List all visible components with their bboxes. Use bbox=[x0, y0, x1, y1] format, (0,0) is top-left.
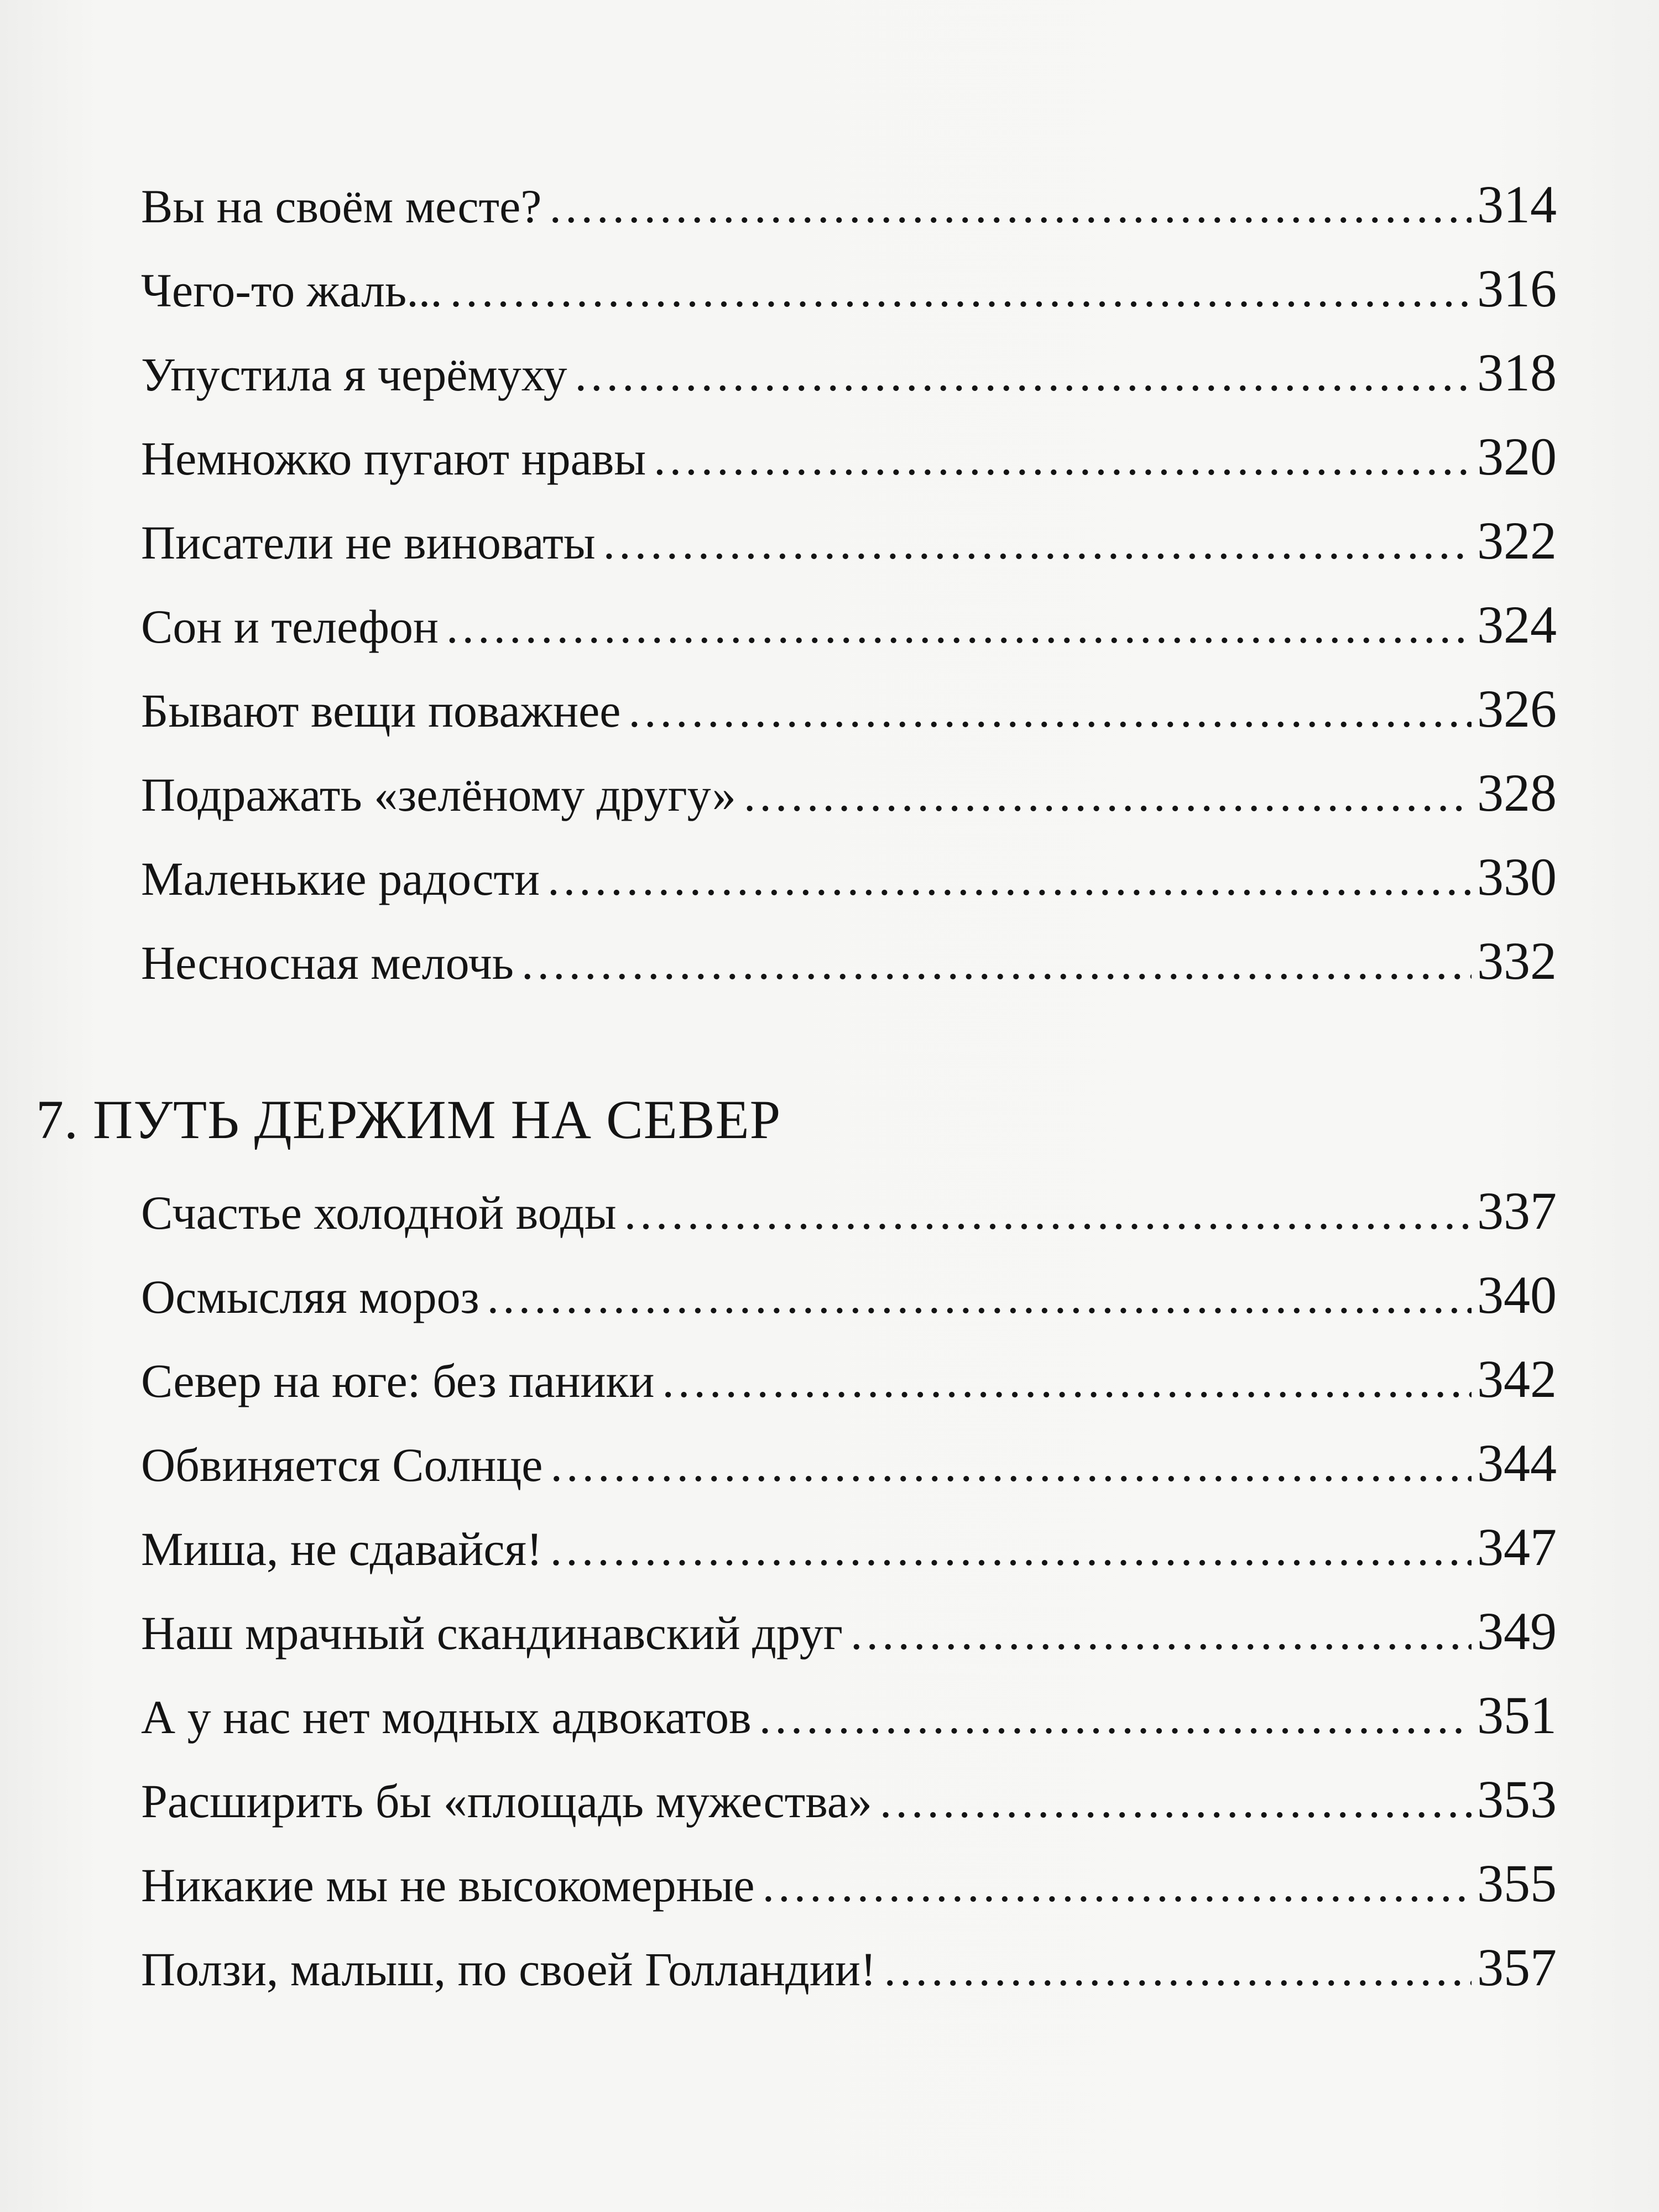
toc-entry-page: 353 bbox=[1477, 1770, 1557, 1829]
toc-entry bbox=[141, 1682, 1557, 1749]
dot-leader bbox=[662, 1348, 1472, 1414]
toc-entry bbox=[141, 508, 1557, 574]
toc-entry bbox=[141, 676, 1557, 742]
toc-entry-page: 328 bbox=[1477, 763, 1557, 822]
toc-entry bbox=[141, 1262, 1557, 1328]
toc-entry bbox=[141, 1346, 1557, 1412]
toc-entry-page: 330 bbox=[1477, 847, 1557, 906]
toc-entry-title: Счастье холодной воды bbox=[141, 1186, 617, 1239]
toc-entry-title: Вы на своём месте? bbox=[141, 180, 542, 233]
dot-leader bbox=[487, 1264, 1472, 1330]
dot-leader bbox=[550, 1432, 1472, 1498]
toc-entry-page: 320 bbox=[1477, 427, 1557, 486]
toc-entry-title: Маленькие радости bbox=[141, 852, 540, 905]
toc-entry bbox=[141, 424, 1557, 490]
dot-leader bbox=[575, 341, 1472, 408]
dot-leader bbox=[446, 593, 1472, 660]
toc-entry-page: 322 bbox=[1477, 511, 1557, 570]
dot-leader bbox=[763, 1852, 1472, 1918]
toc-entry-page: 324 bbox=[1477, 595, 1557, 654]
dot-leader bbox=[603, 509, 1472, 576]
toc-entry bbox=[141, 1514, 1557, 1580]
dot-leader bbox=[654, 425, 1472, 492]
toc-entry bbox=[141, 592, 1557, 658]
dot-leader bbox=[880, 1768, 1472, 1834]
toc-entry-page: 351 bbox=[1477, 1686, 1557, 1745]
toc-entry-page: 332 bbox=[1477, 931, 1557, 990]
toc-entry-page: 349 bbox=[1477, 1601, 1557, 1661]
toc-entry-page: 357 bbox=[1477, 1938, 1557, 1997]
toc-entry bbox=[141, 844, 1557, 910]
dot-leader bbox=[759, 1684, 1472, 1750]
toc-entry-page: 344 bbox=[1477, 1433, 1557, 1493]
toc-entry bbox=[141, 1178, 1557, 1244]
toc-entry-page: 326 bbox=[1477, 679, 1557, 738]
toc-entry-title: Расширить бы «площадь мужества» bbox=[141, 1775, 872, 1828]
toc-entry-page: 337 bbox=[1477, 1181, 1557, 1240]
toc-entry bbox=[141, 171, 1557, 238]
toc-entry bbox=[141, 1934, 1557, 2001]
toc-entry bbox=[141, 1766, 1557, 1833]
toc-entry-title: Бывают вещи поважнее bbox=[141, 684, 621, 737]
toc-entry-title: Подражать «зелёному другу» bbox=[141, 768, 736, 821]
toc-entry bbox=[141, 1850, 1557, 1917]
toc-entry bbox=[141, 760, 1557, 826]
dot-leader bbox=[550, 1516, 1472, 1582]
toc-entry-title: Наш мрачный скандинавский друг bbox=[141, 1606, 843, 1660]
toc-entry-page: 314 bbox=[1477, 175, 1557, 234]
dot-leader bbox=[851, 1600, 1472, 1666]
toc-entry-title: Чего-то жаль... bbox=[141, 264, 442, 317]
toc-entry-title: Осмысляя мороз bbox=[141, 1270, 479, 1323]
dot-leader bbox=[628, 677, 1472, 744]
toc-entry-page: 342 bbox=[1477, 1349, 1557, 1408]
toc-entry-page: 355 bbox=[1477, 1854, 1557, 1913]
dot-leader bbox=[547, 846, 1472, 912]
toc-entry bbox=[141, 1430, 1557, 1496]
toc-entry-title: А у нас нет модных адвокатов bbox=[141, 1691, 752, 1744]
dot-leader bbox=[624, 1180, 1472, 1246]
toc-entry-title: Миша, не сдавайся! bbox=[141, 1522, 542, 1575]
toc-entry-title: Немножко пугают нравы bbox=[141, 432, 646, 485]
dot-leader bbox=[884, 1936, 1472, 2002]
toc-entry bbox=[141, 255, 1557, 322]
toc-entry-title: Несносная мелочь bbox=[141, 936, 514, 989]
toc-entry-title: Ползи, малыш, по своей Голландии! bbox=[141, 1943, 877, 1996]
toc-entry-title: Писатели не виноваты bbox=[141, 516, 596, 569]
toc-entry-page: 318 bbox=[1477, 343, 1557, 402]
toc-entry-page: 347 bbox=[1477, 1517, 1557, 1577]
section-heading: 7. ПУТЬ ДЕРЖИМ НА СЕВЕР bbox=[36, 1089, 781, 1150]
toc-entry-title: Сон и телефон bbox=[141, 600, 439, 653]
dot-leader bbox=[521, 930, 1472, 996]
dot-leader bbox=[450, 257, 1472, 324]
toc-entry-title: Север на юге: без паники bbox=[141, 1354, 655, 1407]
toc-entry bbox=[141, 1598, 1557, 1665]
toc-entry-title: Упустила я черёмуху bbox=[141, 348, 567, 401]
dot-leader bbox=[549, 173, 1472, 239]
toc-entry-title: Обвиняется Солнце bbox=[141, 1438, 543, 1491]
toc-entry-page: 316 bbox=[1477, 259, 1557, 318]
toc-entry bbox=[141, 928, 1557, 994]
toc-entry bbox=[141, 340, 1557, 406]
toc-entry-title: Никакие мы не высокомерные bbox=[141, 1859, 755, 1912]
dot-leader bbox=[744, 761, 1472, 828]
toc-entry-page: 340 bbox=[1477, 1265, 1557, 1324]
